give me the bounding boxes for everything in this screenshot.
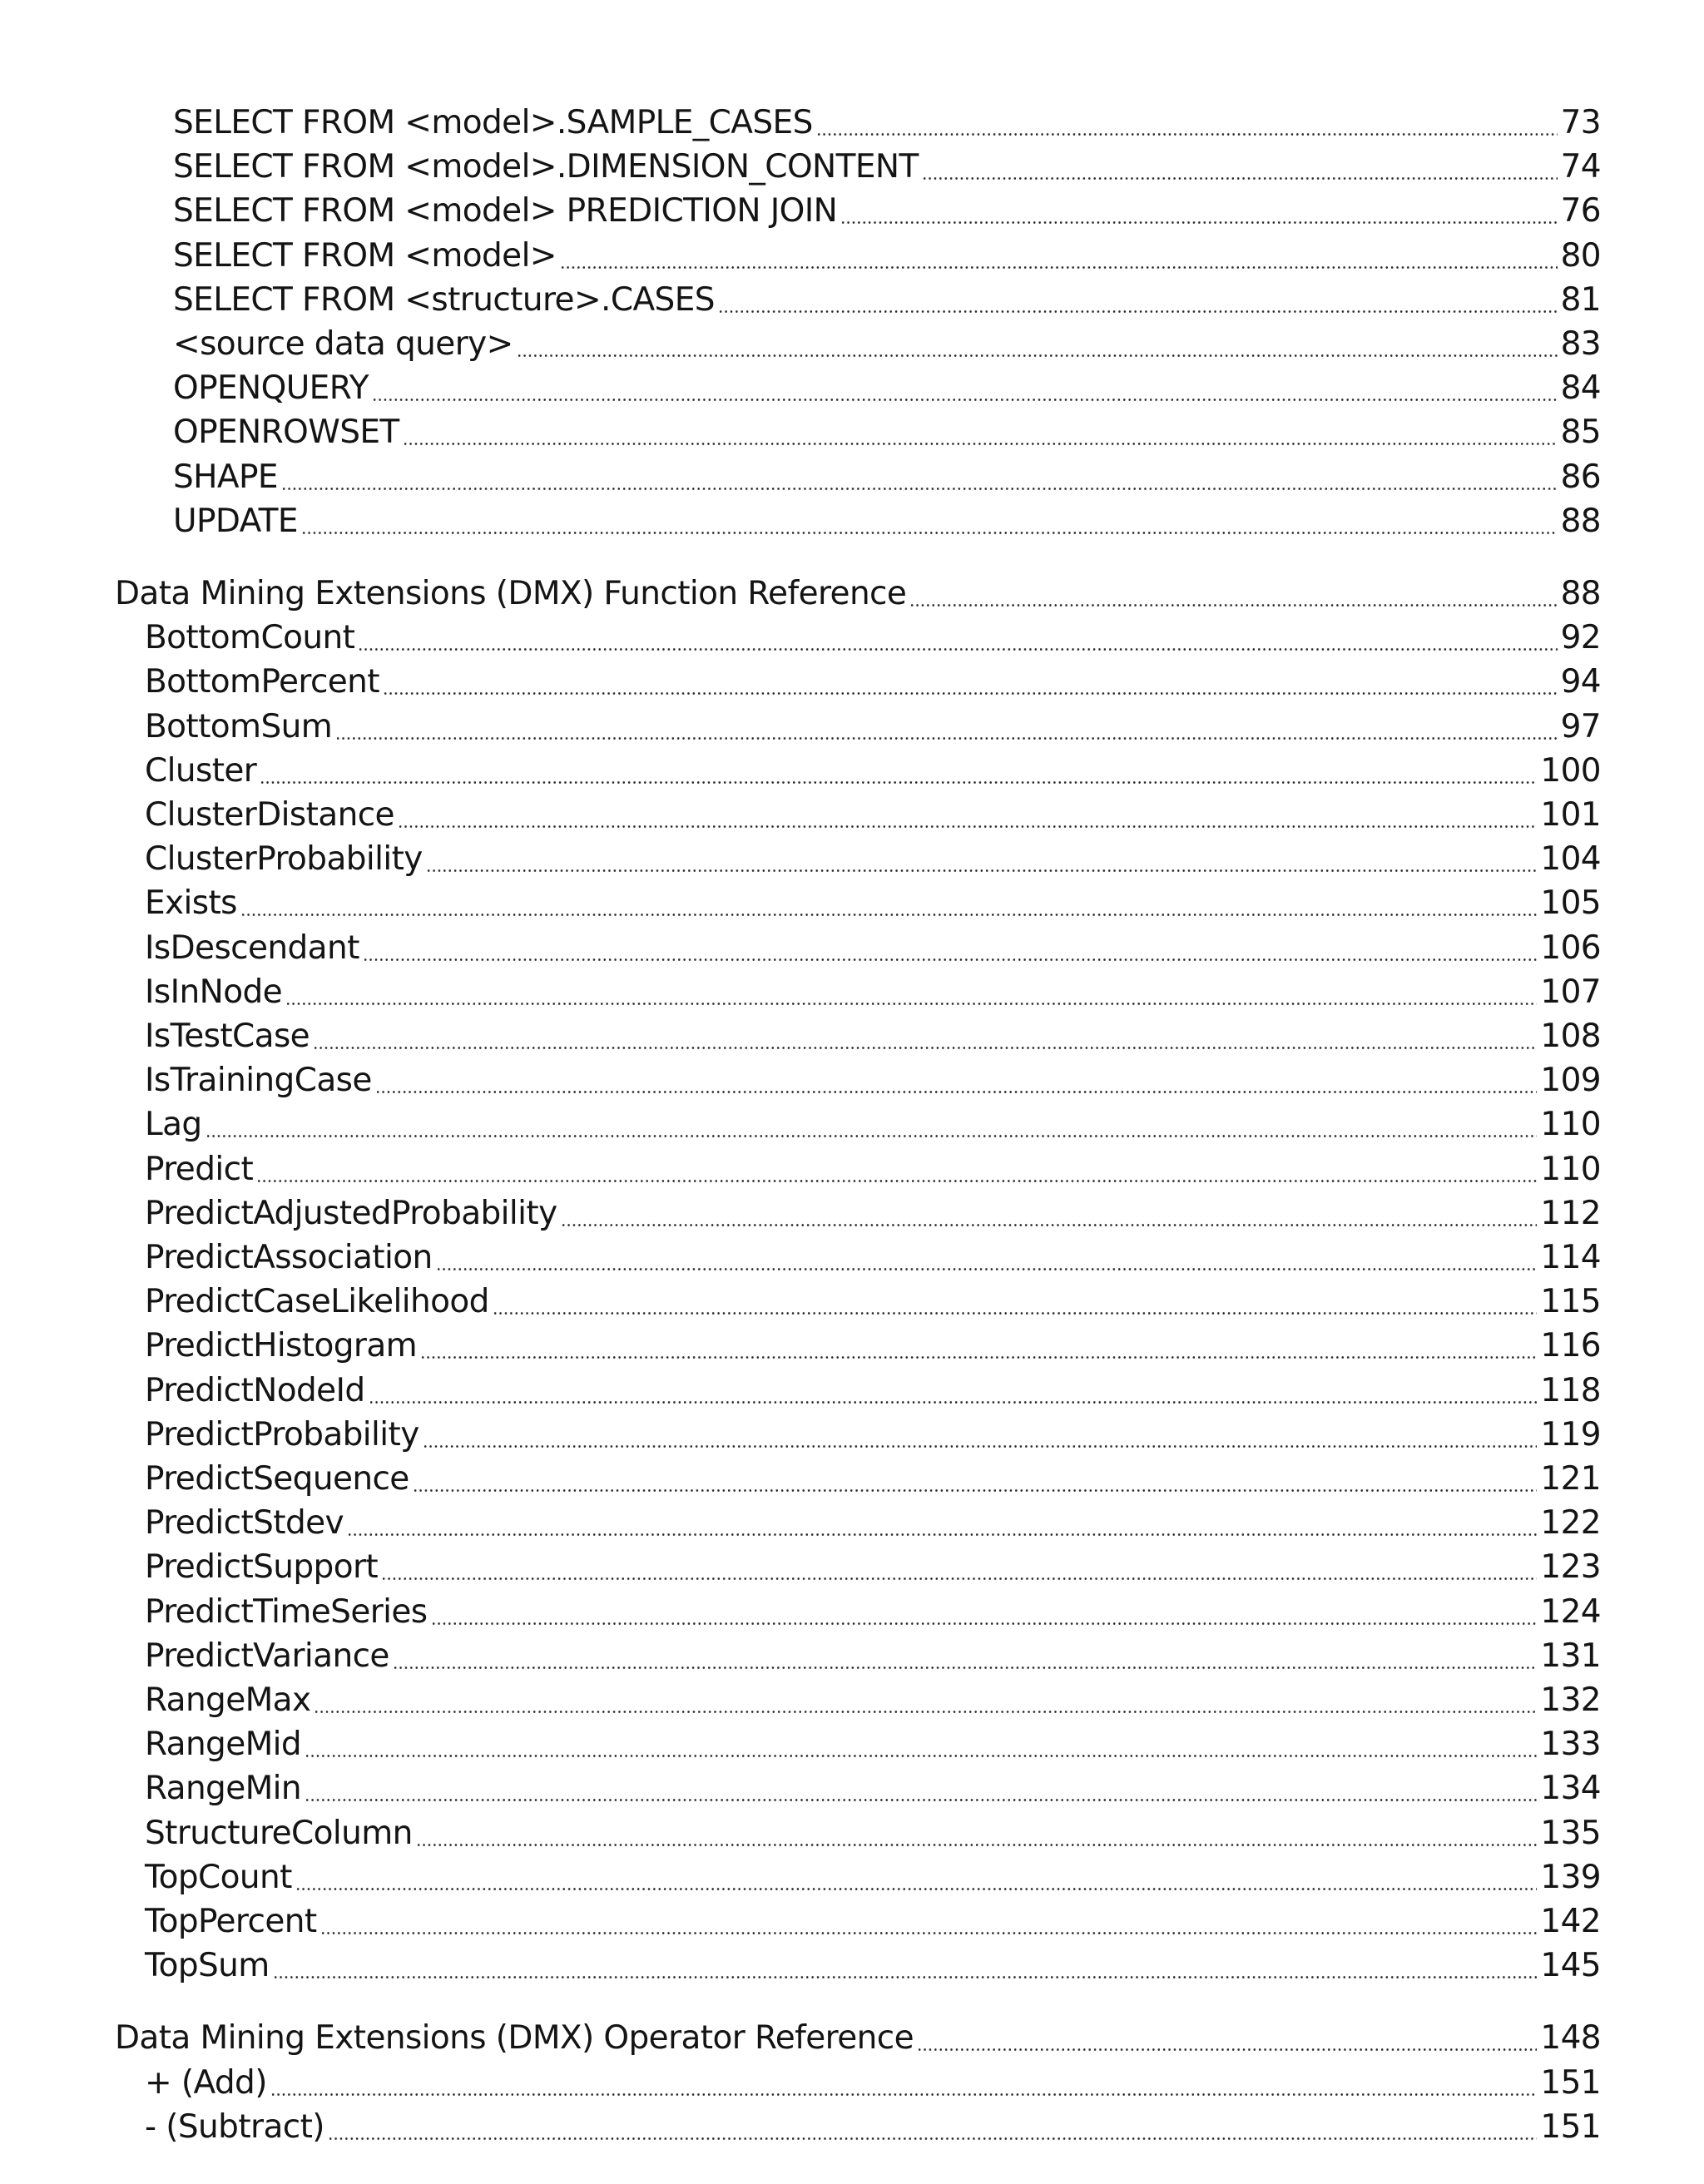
dot-leader: [372, 366, 1558, 411]
dot-leader: [260, 749, 1537, 794]
toc-entry-page: 135: [1540, 1814, 1601, 1852]
dot-leader: [273, 1944, 1538, 1988]
toc-entry-page: 108: [1540, 1018, 1601, 1055]
dot-leader: [328, 2105, 1537, 2150]
toc-entry-title: BottomPercent: [145, 663, 379, 701]
toc-entry[interactable]: [173, 455, 1601, 500]
toc-entry[interactable]: [145, 793, 1601, 838]
dot-leader: [363, 926, 1538, 971]
toc-entry-page: 100: [1540, 751, 1601, 790]
toc-entry-page: 105: [1540, 884, 1601, 923]
toc-entry[interactable]: [173, 366, 1601, 411]
toc-entry-page: 118: [1540, 1371, 1601, 1409]
toc-entry-page: 148: [1540, 2019, 1601, 2058]
toc-entry[interactable]: [145, 1457, 1601, 1502]
toc-entry-title: IsDescendant: [145, 929, 359, 967]
toc-entry[interactable]: [145, 1766, 1601, 1811]
toc-entry[interactable]: [145, 1191, 1601, 1236]
toc-entry-title: Exists: [145, 884, 237, 923]
dot-leader: [561, 1191, 1538, 1236]
toc-entry-title: PredictAssociation: [145, 1239, 433, 1276]
toc-entry-page: 106: [1540, 929, 1601, 967]
toc-entry[interactable]: [145, 1722, 1601, 1767]
dot-leader: [295, 1855, 1538, 1900]
toc-entry-title: OPENROWSET: [173, 414, 399, 452]
toc-entry-page: 97: [1560, 707, 1601, 745]
dot-leader: [369, 1369, 1538, 1414]
toc-entry-page: 109: [1540, 1062, 1601, 1100]
dot-leader: [256, 1147, 1537, 1192]
toc-entry[interactable]: [173, 410, 1601, 455]
toc-entry[interactable]: [145, 1102, 1601, 1147]
toc-entry-page: 86: [1560, 458, 1601, 496]
dot-leader: [305, 1766, 1537, 1811]
toc-entry-page: 145: [1540, 1947, 1601, 1985]
toc-entry[interactable]: [145, 1369, 1601, 1414]
dot-leader: [816, 101, 1558, 146]
toc-entry-page: 123: [1540, 1548, 1601, 1587]
dot-leader: [917, 2016, 1537, 2061]
toc-entry-title: UPDATE: [173, 502, 298, 540]
toc-section-heading[interactable]: [115, 572, 1601, 617]
toc-entry-title: SHAPE: [173, 458, 278, 496]
toc-entry[interactable]: [145, 1634, 1601, 1679]
toc-entry[interactable]: [145, 2061, 1601, 2106]
toc-entry-page: 80: [1560, 236, 1601, 275]
toc-entry[interactable]: [173, 322, 1601, 367]
dot-leader: [383, 660, 1558, 705]
toc-entry-title: SELECT FROM <model> PREDICTION JOIN: [173, 192, 838, 230]
toc-entry-title: RangeMax: [145, 1681, 311, 1719]
toc-entry-title: TopPercent: [145, 1903, 317, 1940]
toc-entry-page: 139: [1540, 1858, 1601, 1896]
dot-leader: [320, 1899, 1538, 1944]
dot-leader: [909, 572, 1557, 617]
toc-entry-title: Data Mining Extensions (DMX) Function Reference: [115, 575, 907, 612]
toc-entry[interactable]: [145, 1501, 1601, 1546]
toc-entry-page: 88: [1560, 575, 1601, 612]
toc-entry-page: 73: [1560, 104, 1601, 141]
toc-entry-title: <source data query>: [173, 325, 513, 363]
toc-entry-title: PredictNodeId: [145, 1371, 365, 1409]
toc-entry-page: 133: [1540, 1726, 1601, 1764]
toc-entry[interactable]: [173, 499, 1601, 544]
toc-entry[interactable]: [145, 1944, 1601, 1988]
dot-leader: [431, 1590, 1538, 1635]
toc-entry-page: 116: [1540, 1327, 1601, 1365]
toc-entry-title: PredictAdjustedProbability: [145, 1194, 557, 1232]
toc-entry[interactable]: [145, 1014, 1601, 1059]
toc-entry-page: 110: [1540, 1106, 1601, 1144]
toc-entry-title: PredictCaseLikelihood: [145, 1283, 489, 1321]
dot-leader: [840, 189, 1557, 234]
toc-entry[interactable]: [173, 101, 1601, 146]
toc-entry[interactable]: [145, 2105, 1601, 2150]
toc-entry-title: - (Subtract): [145, 2107, 324, 2146]
toc-entry-title: SELECT FROM <model>: [173, 236, 557, 275]
dot-leader: [420, 1324, 1537, 1369]
toc-entry-title: SELECT FROM <model>.DIMENSION_CONTENT: [173, 148, 919, 186]
toc-entry-title: BottomSum: [145, 707, 333, 745]
toc-entry-title: + (Add): [145, 2063, 267, 2102]
dot-leader: [281, 455, 1558, 500]
toc-entry-page: 119: [1540, 1415, 1601, 1454]
toc-entry-title: RangeMid: [145, 1726, 302, 1764]
toc-entry[interactable]: [145, 970, 1601, 1015]
toc-entry-title: RangeMin: [145, 1770, 302, 1808]
toc-entry-page: 121: [1540, 1460, 1601, 1498]
dot-leader: [270, 2061, 1538, 2106]
toc-entry-title: Data Mining Extensions (DMX) Operator Reference: [115, 2019, 914, 2058]
toc-entry[interactable]: [173, 189, 1601, 234]
dot-leader: [718, 278, 1558, 323]
toc-entry[interactable]: [145, 1280, 1601, 1325]
toc-entry-title: SELECT FROM <model>.SAMPLE_CASES: [173, 104, 813, 141]
toc-entry-title: IsInNode: [145, 973, 283, 1011]
toc-entry-page: 142: [1540, 1903, 1601, 1940]
toc-entry[interactable]: [145, 1324, 1601, 1369]
toc-entry-page: 88: [1560, 502, 1601, 540]
toc-entry-title: StructureColumn: [145, 1814, 413, 1852]
dot-leader: [416, 1811, 1538, 1856]
toc-entry-page: 131: [1540, 1637, 1601, 1675]
dot-leader: [305, 1722, 1537, 1767]
toc-entry-page: 122: [1540, 1504, 1601, 1543]
dot-leader: [347, 1501, 1537, 1546]
toc-entry-page: 107: [1540, 973, 1601, 1011]
dot-leader: [313, 1014, 1537, 1059]
toc-entry[interactable]: [145, 1899, 1601, 1944]
toc-entry-page: 76: [1560, 192, 1601, 230]
toc-entry-title: BottomCount: [145, 619, 355, 657]
toc-entry-title: PredictHistogram: [145, 1327, 418, 1365]
toc-entry-page: 132: [1540, 1681, 1601, 1719]
dot-leader: [375, 1058, 1538, 1103]
toc-entry-page: 85: [1560, 414, 1601, 452]
toc-entry-title: PredictStdev: [145, 1504, 344, 1543]
toc-entry-page: 104: [1540, 840, 1601, 879]
toc-entry-title: IsTrainingCase: [145, 1062, 372, 1100]
toc-entry[interactable]: [145, 1678, 1601, 1723]
dot-leader: [493, 1280, 1538, 1325]
toc-entry-page: 124: [1540, 1592, 1601, 1631]
toc-entry-title: SELECT FROM <structure>.CASES: [173, 280, 715, 319]
toc-entry[interactable]: [145, 1147, 1601, 1192]
dot-leader: [301, 499, 1558, 544]
toc-entry-title: TopSum: [145, 1947, 270, 1985]
toc-entry[interactable]: [145, 616, 1601, 661]
toc-entry-page: 110: [1540, 1150, 1601, 1188]
toc-entry[interactable]: [145, 1811, 1601, 1856]
dot-leader: [358, 616, 1557, 661]
toc-entry-page: 92: [1560, 619, 1601, 657]
toc-entry-page: 134: [1540, 1770, 1601, 1808]
toc-entry-title: ClusterDistance: [145, 796, 394, 834]
toc-entry-title: ClusterProbability: [145, 840, 423, 879]
toc-entry-page: 81: [1560, 280, 1601, 319]
dot-leader: [240, 881, 1537, 926]
toc-entry-title: PredictTimeSeries: [145, 1592, 428, 1631]
toc-entry[interactable]: [145, 1590, 1601, 1635]
dot-leader: [285, 970, 1537, 1015]
toc-entry[interactable]: [145, 881, 1601, 926]
toc-entry[interactable]: [145, 1058, 1601, 1103]
toc-entry[interactable]: [145, 1236, 1601, 1280]
dot-leader: [403, 410, 1558, 455]
toc-entry[interactable]: [173, 278, 1601, 323]
toc-entry-page: 83: [1560, 325, 1601, 363]
toc-entry-page: 151: [1540, 2063, 1601, 2102]
toc-entry-title: Cluster: [145, 751, 257, 790]
dot-leader: [922, 145, 1558, 190]
toc-entry-title: OPENQUERY: [173, 369, 369, 408]
toc-entry-title: PredictProbability: [145, 1415, 419, 1454]
dot-leader: [517, 322, 1558, 367]
dot-leader: [560, 234, 1558, 279]
toc-entry[interactable]: [145, 926, 1601, 971]
toc-entry-title: PredictVariance: [145, 1637, 389, 1675]
toc-entry-page: 115: [1540, 1283, 1601, 1321]
toc-entry-page: 74: [1560, 148, 1601, 186]
toc-entry[interactable]: [145, 837, 1601, 882]
dot-leader: [381, 1545, 1537, 1590]
toc-entry-title: Lag: [145, 1106, 202, 1144]
dot-leader: [314, 1678, 1537, 1723]
toc-entry-title: PredictSequence: [145, 1460, 409, 1498]
toc-entry[interactable]: [173, 145, 1601, 190]
toc-entry[interactable]: [145, 1545, 1601, 1590]
toc-entry-page: 151: [1540, 2107, 1601, 2146]
toc-entry[interactable]: [173, 234, 1601, 279]
toc-entry[interactable]: [145, 749, 1601, 794]
toc-entry-page: 94: [1560, 663, 1601, 701]
toc-section-heading[interactable]: [115, 2016, 1601, 2061]
toc-entry-title: Predict: [145, 1150, 254, 1188]
toc-entry[interactable]: [145, 660, 1601, 705]
toc-entry-page: 101: [1540, 796, 1601, 834]
toc-entry[interactable]: [145, 1413, 1601, 1458]
dot-leader: [206, 1102, 1538, 1147]
toc-entry-page: 114: [1540, 1239, 1601, 1276]
dot-leader: [335, 705, 1557, 750]
dot-leader: [413, 1457, 1538, 1502]
toc-entry-title: IsTestCase: [145, 1018, 310, 1055]
toc-entry-page: 112: [1540, 1194, 1601, 1232]
toc-entry-title: TopCount: [145, 1858, 292, 1896]
toc-entry[interactable]: [145, 705, 1601, 750]
toc-entry-page: 84: [1560, 369, 1601, 408]
toc-entry-title: PredictSupport: [145, 1548, 379, 1587]
dot-leader: [436, 1236, 1538, 1280]
dot-leader: [398, 793, 1537, 838]
dot-leader: [423, 1413, 1538, 1458]
dot-leader: [426, 837, 1538, 882]
dot-leader: [393, 1634, 1538, 1679]
toc-entry[interactable]: [145, 1855, 1601, 1900]
